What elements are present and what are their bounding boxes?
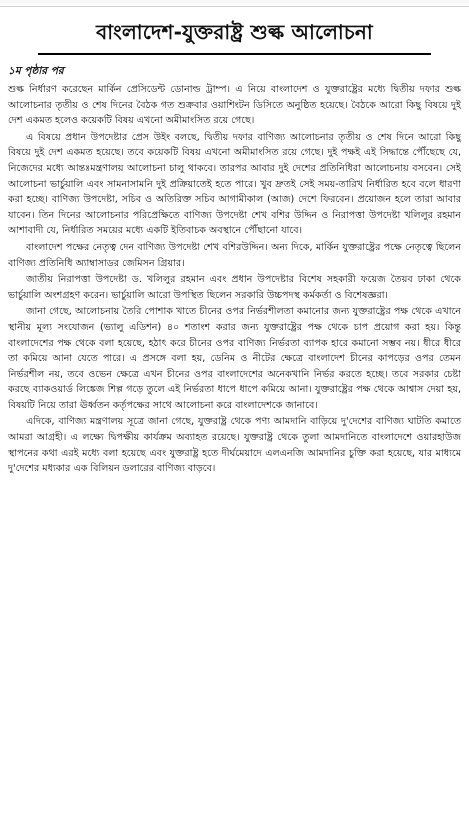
- article-paragraph: জাতীয় নিরাপত্তা উপদেষ্টা ড. খলিলুর রহমান এবং প্রধান উপদেষ্টার বিশেষ সহকারী ফয়েজ তৈয়ব ঢাকা থেকে ভার্চুয়ালি অংশগ্রহণ করেন। ভার্চুয়ালি আরো উপস্থিত ছিলেন সরকারি উচ্চপদস্থ কর্মকর্তা ও বিশেষজ্ঞরা।: [8, 274, 461, 301]
- article-headline: বাংলাদেশ-যুক্তরাষ্ট্র শুল্ক আলোচনা: [96, 20, 373, 44]
- article-paragraph: শুল্ক নির্ধারণ করেছেন মার্কিন প্রেসিডেন্ট ডোনাল্ড ট্রাম্প। এ নিয়ে বাংলাদেশ ও যুক্তরাষ্ট্রের মধ্যে দ্বিতীয় দফার শুল্ক আলোচনার তৃতীয় ও শেষ দিনের বৈঠক গত শুক্রবার ওয়াশিংটন ডিসিতে অনুষ্ঠিত হয়েছে। বৈঠকে আরো কিছু বিষয়ে দুই দেশ একমত হলেও কয়েকটি বিষয় এখনো অমীমাংসিত রয়ে গেছে।: [8, 84, 461, 127]
- article-paragraph: বাংলাদেশ পক্ষের নেতৃত্ব দেন বাণিজ্য উপদেষ্টা শেখ বশিরউদ্দিন। অন্য দিকে, মার্কিন যুক্তরাষ্ট্রের পক্ষে নেতৃত্বে ছিলেন বাণিজ্য প্রতিনিধি অ্যাম্বাসাডর জেমিসন গ্রিয়ার।: [8, 241, 461, 269]
- continued-label: ১ম পৃষ্ঠার পর: [8, 65, 64, 77]
- article-paragraph: জানা গেছে, আলোচনায় তৈরি পোশাক খাতে চীনের ওপর নির্ভরশীলতা কমানোর জন্য যুক্তরাষ্ট্রের পক্ষ থেকে এখানে স্থানীয় মূল্য সংযোজন (ভ্যালু এডিশন) ৪০ শতাংশ করার জন্য যুক্তরাষ্ট্রের পক্ষ থেকে চাপ প্রয়োগ করা হয়। কিন্তু বাংলাদেশের পক্ষ থেকে বলা হয়েছে, হঠাৎ করে চীনের ওপর বাণিজ্য নির্ভরতা ব্যাপক হারে কমানো সম্ভব নয়। ধীরে ধীরে তা কমিয়ে আনা যেতে পারে। এ প্রসঙ্গে বলা হয়, ডেনিম ও নীটের ক্ষেত্রে বাংলাদেশ চীনের কাপড়ের ওপর তেমন নির্ভরশীল নয়, তবে ওভেন ক্ষেত্রে এখন চীনের ওপর বাংলাদেশের অনেকখানি নির্ভর করতে হচ্ছে। তবে সরকার চেষ্টা করছে ব্যাকওয়ার্ড লিঙ্কেজ শিল্প গড়ে তুলে এই নির্ভরতা ধাপে ধাপে কমিয়ে আনা। যুক্তরাষ্ট্রের পক্ষ থেকে আশ্বাস দেয়া হয়, বিষয়টি নিয়ে তারা ঊর্ধ্বতন কর্তৃপক্ষের সাথে আলোচনা করে বাংলাদেশকে জানাবে।: [8, 306, 461, 411]
- article-body: [8, 82, 461, 477]
- headline-box: [38, 11, 431, 55]
- article-paragraph: এ বিষয়ে প্রধান উপদেষ্টার প্রেস উইং বলছে, দ্বিতীয় দফার বাণিজ্য আলোচনার তৃতীয় ও শেষ দিনে আরো কিছু বিষয়ে দুই দেশ একমত হয়েছে। তবে কয়েকটি বিষয় এখনো অমীমাংসিত রয়ে গেছে। দুই পক্ষই এই সিদ্ধান্তে পৌঁছেছে যে, নিজেদের মধ্যে আন্তঃমন্ত্রণালয় আলোচনা চালু থাকবে। তারপর আবার দুই দেশের প্রতিনিধিরা আলোচনায় বসবেন। সেই আলোচনা ভার্চুয়ালি এবং সামনাসামনি দুই প্রক্রিয়াতেই হতে পারে। খুব দ্রুতই সেই সময়-তারিখ নির্ধারিত হবে বলে ধারণা করা হচ্ছে। বাণিজ্য উপদেষ্টা, সচিব ও অতিরিক্ত সচিব আগামীকাল (আজ) দেশে ফিরবেন। প্রয়োজন হলে তারা আবার যাবেন। তিন দিনের আলোচনার পরিপ্রেক্ষিতে বাণিজ্য উপদেষ্টা শেখ বশির উদ্দিন ও নিরাপত্তা উপদেষ্টা খলিলুর রহমান আশাবাদী যে, নির্ধারিত সময়ের মধ্যে একটি ইতিবাচক অবস্থানে পৌঁছানো যাবে।: [8, 131, 461, 237]
- previous-column-edge: [0, 0, 469, 7]
- article-paragraph: এদিকে, বাণিজ্য মন্ত্রণালয় সূত্রে জানা গেছে, যুক্তরাষ্ট্র থেকে পণ্য আমদানি বাড়িয়ে দু'দেশের বাণিজ্য ঘাটতি কমাতে আমরা আগ্রহী। এ লক্ষ্যে দ্বিপক্ষীয় কার্যক্রম অব্যাহত রয়েছে। যুক্তরাষ্ট্র থেকে তুলা আমদানিতে বাংলাদেশে ওয়ারহাউজ স্থাপনের কথা এরই মধ্যে বলা হয়েছে এবং যুক্তরাষ্ট্র হতে দীর্ঘমেয়াদে এলএনজি আমদানির চুক্তি করা হয়েছে, যার মাধ্যমে দু'দেশের মধ্যকার এক বিলিয়ন ডলারের বাণিজ্য বাড়বে।: [8, 416, 461, 475]
